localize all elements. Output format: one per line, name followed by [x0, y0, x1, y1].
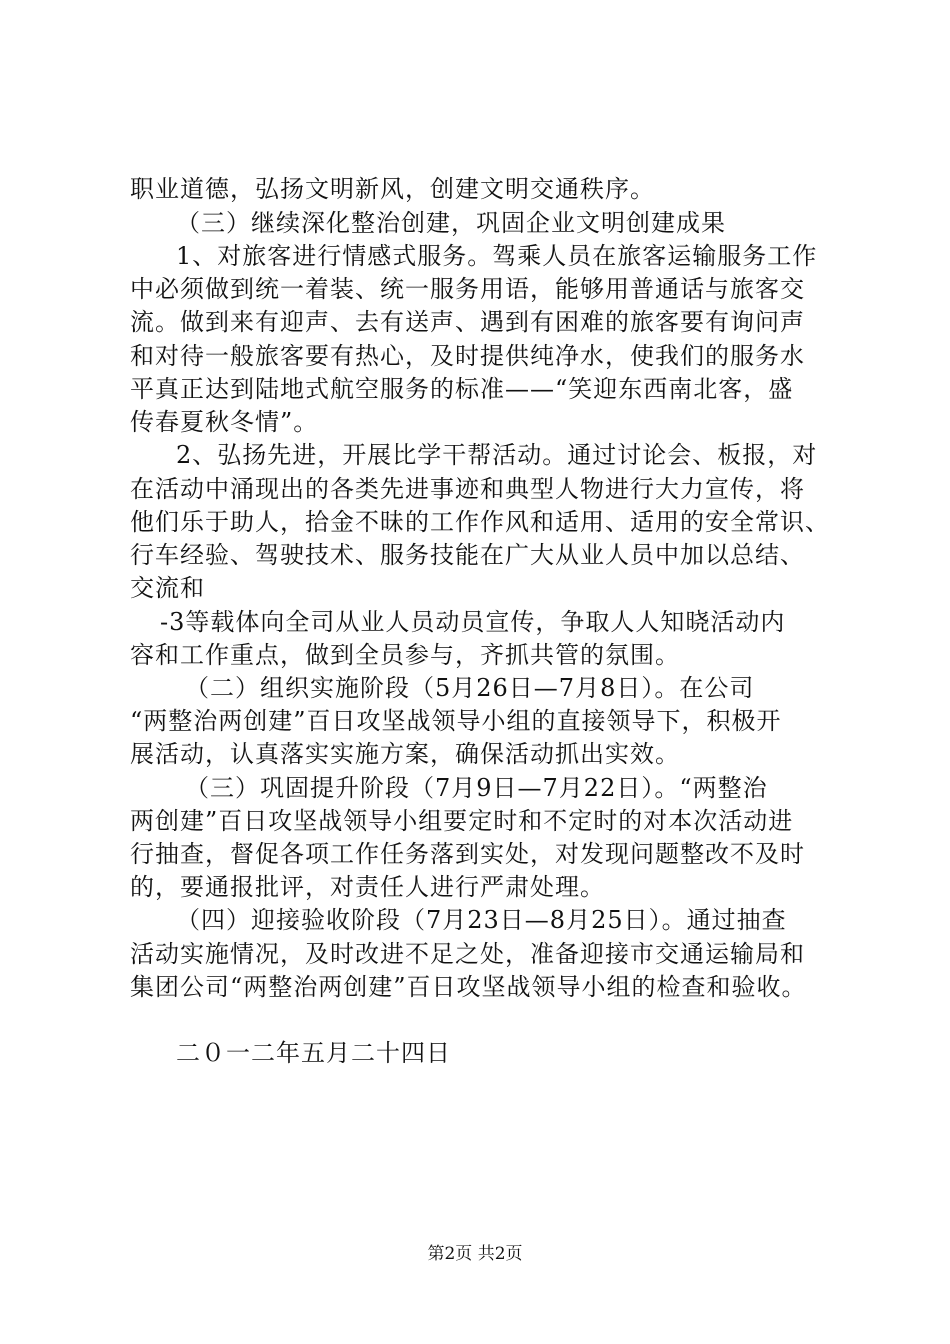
body-text-line: 1、对旅客进行情感式服务。驾乘人员在旅客运输服务工作	[176, 242, 818, 270]
body-text-line: “两整治两创建”百日攻坚战领导小组的直接领导下，积极开	[130, 707, 782, 735]
body-text-line: 流。做到来有迎声、去有送声、遇到有困难的旅客要有询问声	[130, 308, 805, 336]
body-text-line: 交流和	[130, 574, 205, 602]
body-text-line: 容和工作重点，做到全员参与，齐抓共管的氛围。	[130, 641, 680, 669]
body-text-line: 展活动，认真落实实施方案，确保活动抓出实效。	[130, 740, 680, 768]
page-number-footer: 第2页 共2页	[427, 1244, 523, 1264]
body-text-line: 职业道德，弘扬文明新风，创建文明交通秩序。	[130, 175, 655, 203]
section-heading: （三）巩固提升阶段（7月9日—7月22日）。“两整治	[185, 774, 768, 802]
body-text-line: 和对待一般旅客要有热心，及时提供纯净水，使我们的服务水	[130, 342, 805, 370]
body-text-line: 集团公司“两整治两创建”百日攻坚战领导小组的检查和验收。	[130, 973, 807, 1001]
body-text-line: 传春夏秋冬情”。	[130, 408, 319, 436]
section-heading: （三）继续深化整治创建，巩固企业文明创建成果	[176, 209, 726, 237]
body-text-line: 行车经验、驾驶技术、服务技能在广大从业人员中加以总结、	[130, 541, 805, 569]
body-text-line: 他们乐于助人，拾金不昧的工作作风和适用、适用的安全常识、	[130, 508, 830, 536]
body-text-line: 2、弘扬先进，开展比学干帮活动。通过讨论会、板报，对	[176, 441, 818, 469]
section-heading: （二）组织实施阶段（5月26日—7月8日）。在公司	[185, 674, 755, 702]
body-text-line: 两创建”百日攻坚战领导小组要定时和不定时的对本次活动进	[130, 807, 794, 835]
body-text-line: 平真正达到陆地式航空服务的标准——“笑迎东西南北客，盛	[130, 375, 794, 403]
body-text-line: -3等载体向全司从业人员动员宣传，争取人人知晓活动内	[160, 608, 786, 636]
body-text-line: 行抽查，督促各项工作任务落到实处，对发现问题整改不及时	[130, 840, 805, 868]
body-text-line: 在活动中涌现出的各类先进事迹和典型人物进行大力宣传，将	[130, 475, 805, 503]
document-date: 二０一二年五月二十四日	[176, 1039, 451, 1067]
body-text-line: 中必须做到统一着装、统一服务用语，能够用普通话与旅客交	[130, 275, 805, 303]
body-text-line: 的，要通报批评，对责任人进行严肃处理。	[130, 873, 605, 901]
section-heading: （四）迎接验收阶段（7月23日—8月25日）。通过抽查	[176, 906, 787, 934]
body-text-line: 活动实施情况，及时改进不足之处，准备迎接市交通运输局和	[130, 940, 805, 968]
